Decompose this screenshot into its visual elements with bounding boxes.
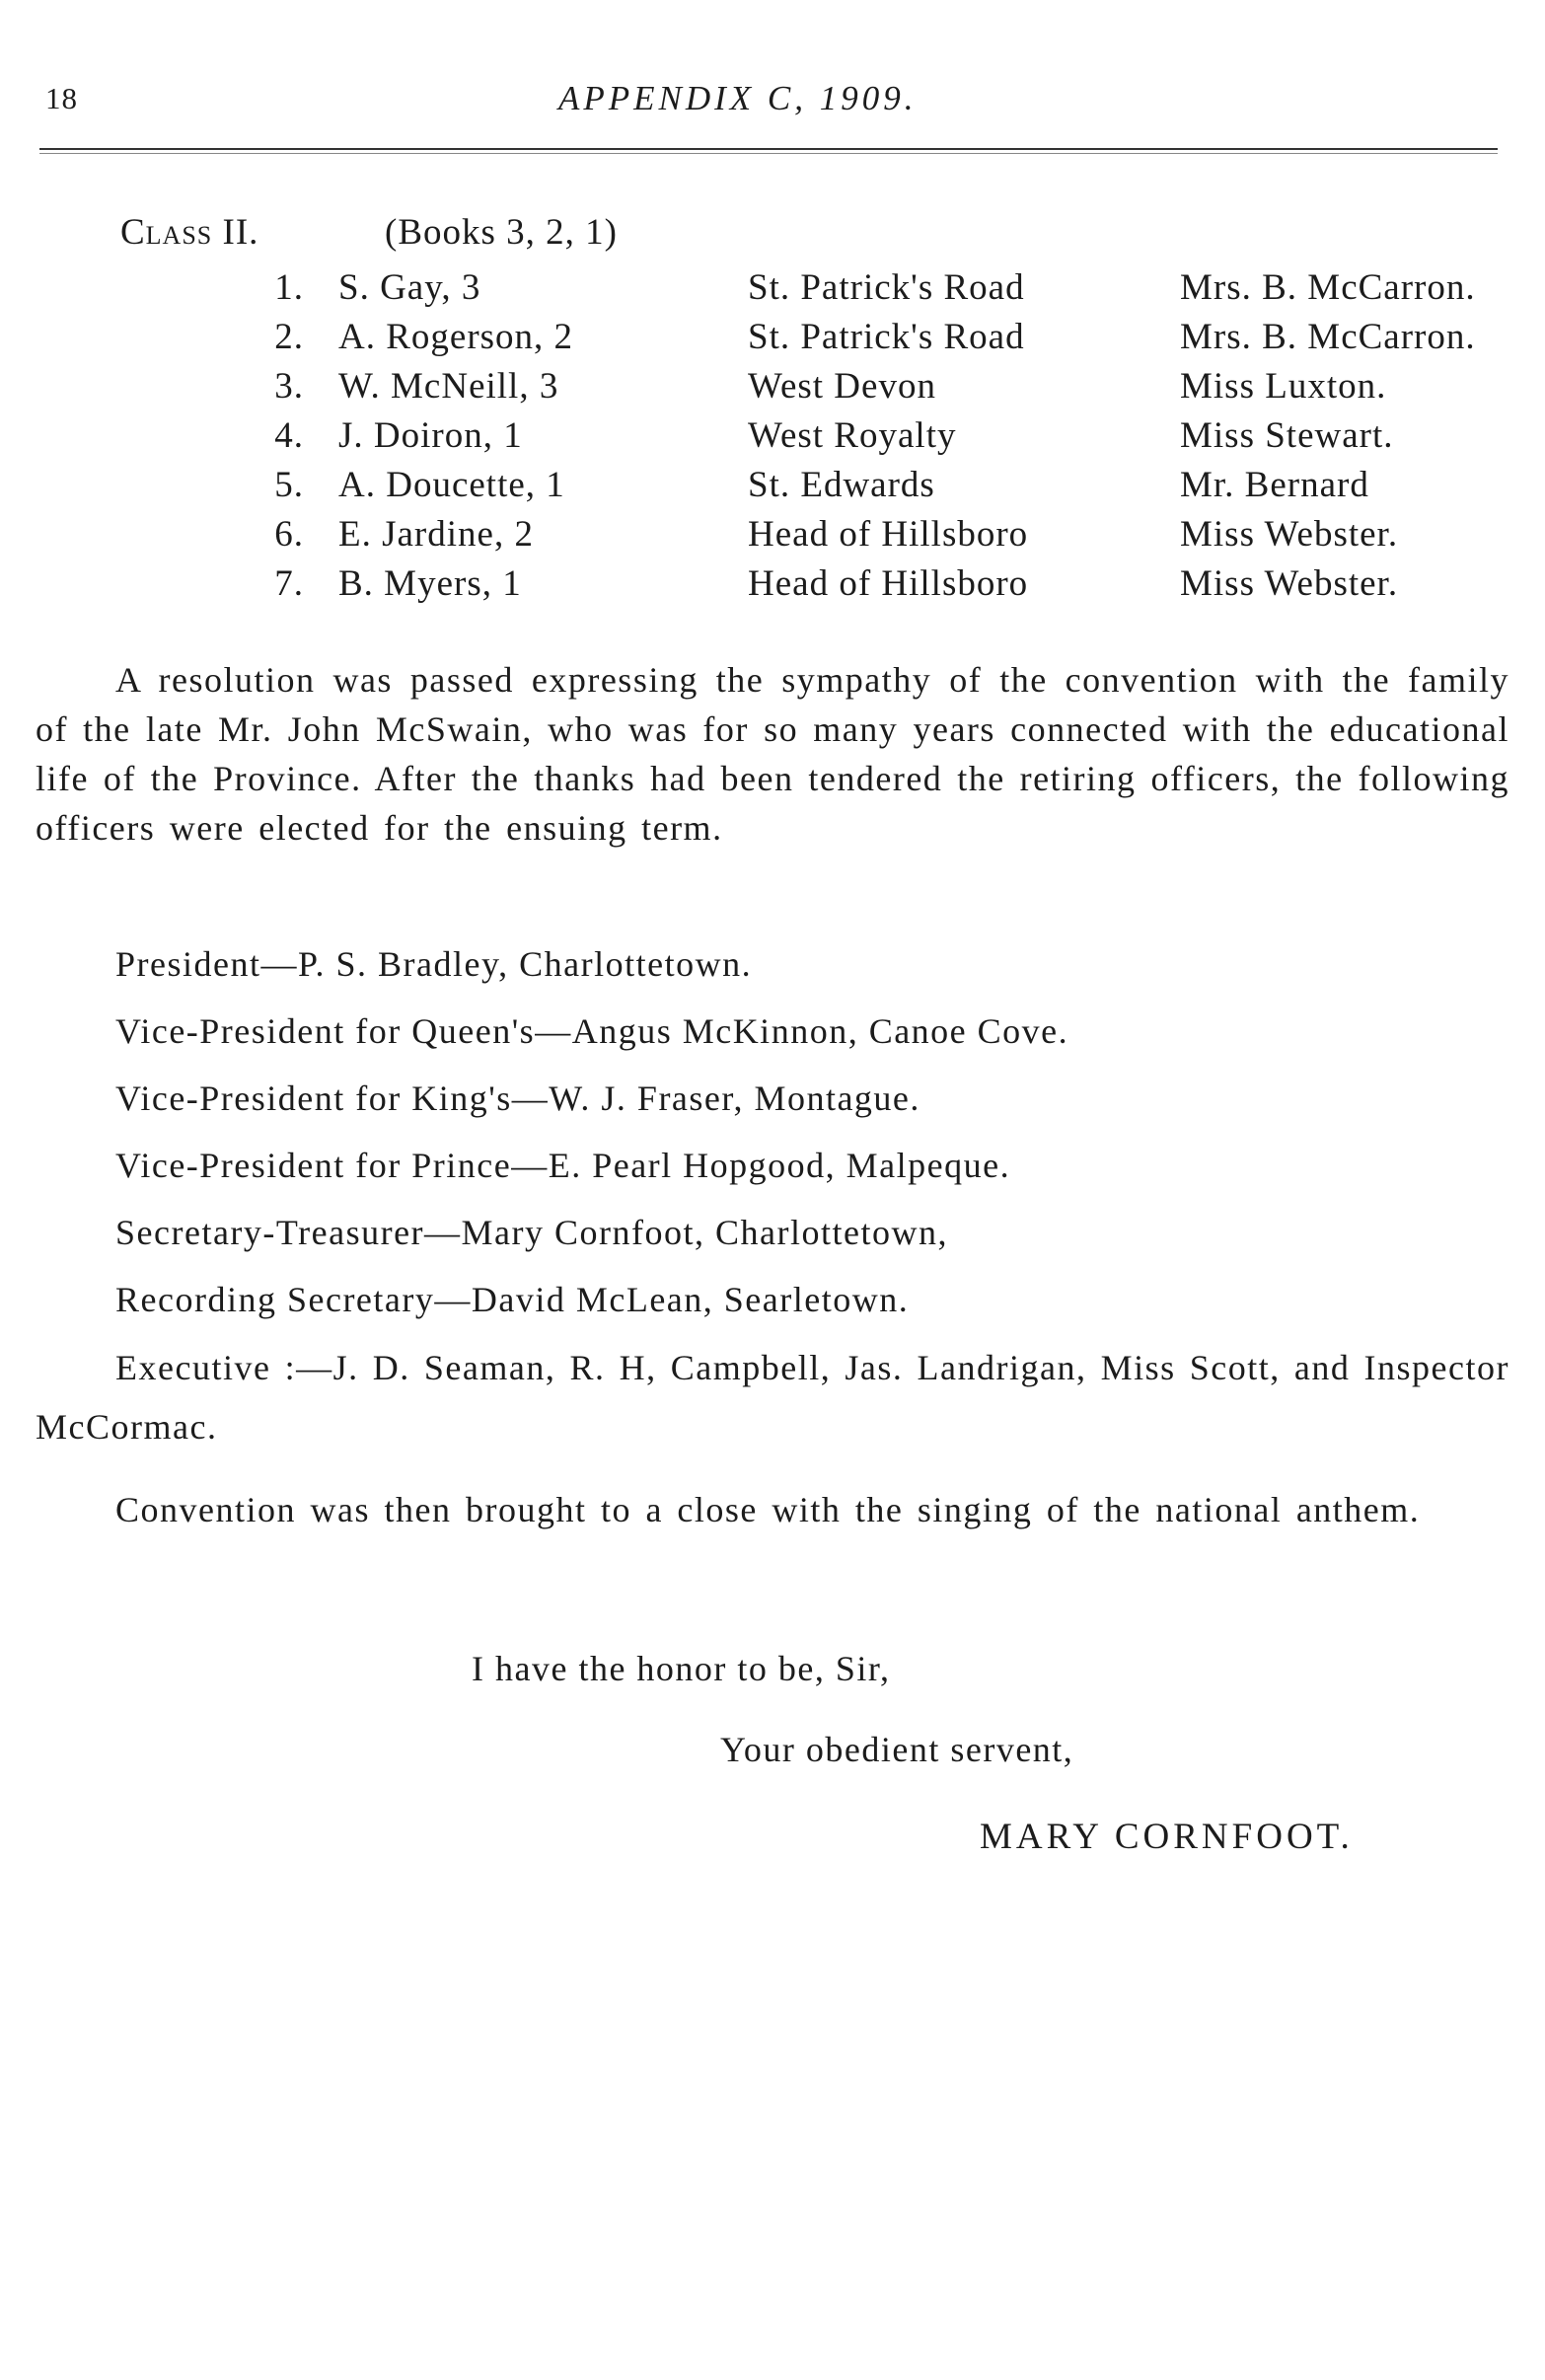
class-label xyxy=(120,211,258,254)
running-title: APPENDIX C, 1909. xyxy=(558,79,918,117)
header-rule xyxy=(39,148,1498,154)
pupil-name: E. Jardine, 2 xyxy=(338,514,534,555)
page-number: 18 xyxy=(45,81,78,115)
valediction-line-2: Your obedient servent, xyxy=(720,1730,1074,1769)
school-place: Head of Hillsboro xyxy=(748,563,1029,604)
teacher-name: Miss Webster. xyxy=(1180,514,1399,555)
pupil-name: W. McNeill, 3 xyxy=(338,366,559,407)
officer-vp-kings: Vice-President for King's—W. J. Fraser, Montague. xyxy=(115,1078,920,1118)
class-label-text: Class II. xyxy=(120,212,259,253)
table-row xyxy=(0,365,1545,414)
row-number: 4. xyxy=(274,415,304,456)
school-place: St. Patrick's Road xyxy=(748,267,1025,308)
school-place: St. Edwards xyxy=(748,465,935,505)
pupil-name: A. Rogerson, 2 xyxy=(338,317,574,357)
pupil-name: S. Gay, 3 xyxy=(338,267,481,308)
teacher-name: Miss Stewart. xyxy=(1180,415,1394,456)
officer-president: President—P. S. Bradley, Charlottetown. xyxy=(115,944,753,984)
row-number: 6. xyxy=(274,514,304,555)
table-row xyxy=(0,513,1545,562)
valediction-line-1: I have the honor to be, Sir, xyxy=(472,1649,891,1688)
table-row xyxy=(0,266,1545,316)
teacher-name: Miss Luxton. xyxy=(1180,366,1387,407)
closing-paragraph: Convention was then brought to a close with the singing of the national anthem. xyxy=(115,1490,1421,1529)
school-place: Head of Hillsboro xyxy=(748,514,1029,555)
school-place: West Devon xyxy=(748,366,936,407)
teacher-name: Mrs. B. McCarron. xyxy=(1180,317,1476,357)
row-number: 2. xyxy=(274,317,304,357)
table-row xyxy=(0,316,1545,365)
signature: MARY CORNFOOT. xyxy=(980,1817,1354,1857)
table-row xyxy=(0,414,1545,464)
teacher-name: Mrs. B. McCarron. xyxy=(1180,267,1476,308)
school-place: West Royalty xyxy=(748,415,957,456)
teacher-name: Mr. Bernard xyxy=(1180,465,1369,505)
officer-secretary-treasurer: Secretary-Treasurer—Mary Cornfoot, Charlottetown, xyxy=(115,1213,948,1252)
teacher-name: Miss Webster. xyxy=(1180,563,1399,604)
row-number: 7. xyxy=(274,563,304,604)
officer-recording-secretary: Recording Secretary—David McLean, Searletown. xyxy=(115,1280,910,1319)
table-row xyxy=(0,464,1545,513)
pupil-name: J. Doiron, 1 xyxy=(338,415,523,456)
school-place: St. Patrick's Road xyxy=(748,317,1025,357)
row-number: 3. xyxy=(274,366,304,407)
executive-paragraph: Executive :—J. D. Seaman, R. H, Campbell, Jas. Landrigan, Miss Scott, and Inspector McCormac. xyxy=(36,1348,1509,1447)
resolution-paragraph: A resolution was passed expressing the sympathy of the convention with the family of the late Mr. John McSwain, who was for so many years connected with the educational life of the Province. After the thanks had been tendered the retiring officers, the following officers were elected for the ensuing term. xyxy=(36,660,1509,848)
pupil-name: A. Doucette, 1 xyxy=(338,465,565,505)
pupil-name: B. Myers, 1 xyxy=(338,563,522,604)
officer-vp-prince: Vice-President for Prince—E. Pearl Hopgood, Malpeque. xyxy=(115,1146,1011,1185)
class-books: (Books 3, 2, 1) xyxy=(385,212,618,253)
table-row xyxy=(0,562,1545,612)
officer-vp-queens: Vice-President for Queen's—Angus McKinnon, Canoe Cove. xyxy=(115,1011,1069,1051)
row-number: 1. xyxy=(274,267,304,308)
row-number: 5. xyxy=(274,465,304,505)
